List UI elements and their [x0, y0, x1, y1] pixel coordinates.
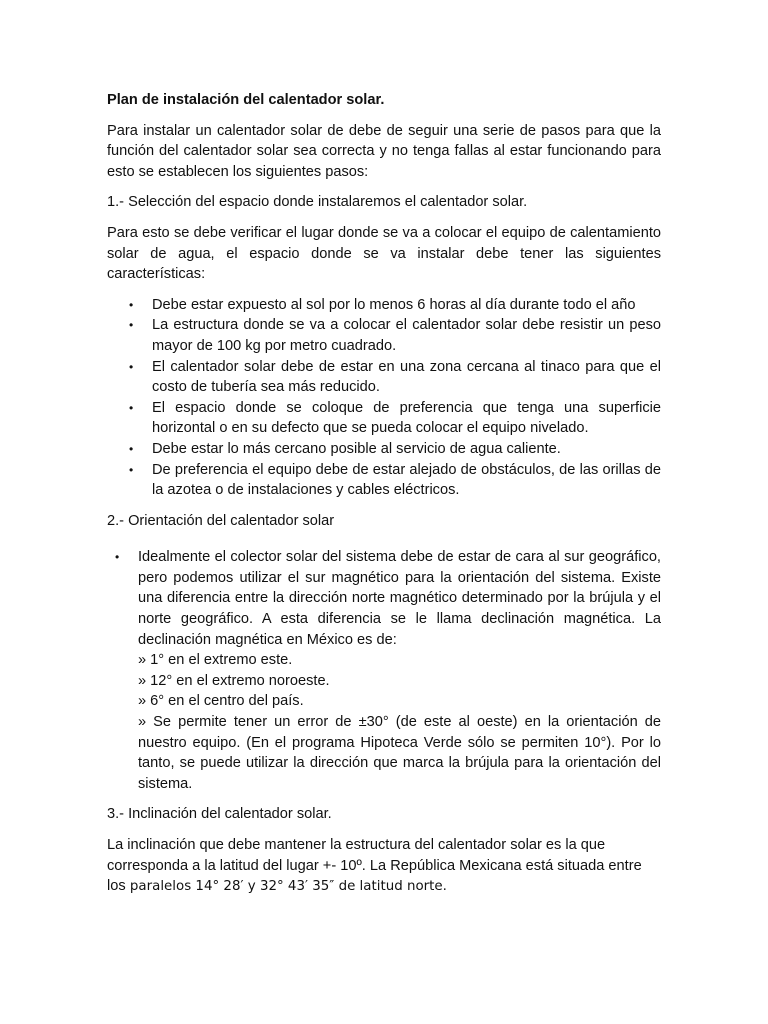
declination-northwest: » 12° en el extremo noroeste.: [138, 672, 330, 689]
latitude-text: paralelos 14° 28′ y 32° 43′ 35″ de latitud norte.: [125, 879, 447, 895]
list-item-text: El calentador solar debe de estar en una zona cercana al tinaco para que el costo de tubería sea más reducido.: [152, 358, 661, 396]
list-item: [107, 357, 661, 398]
list-item-text: Idealmente el colector solar del sistema debe de estar de cara al sur geográfico, pero podemos utilizar el sur magnético para la orientación del sistema. Existe una diferencia entre la dirección norte magnético determinado por la brújula y el norte geográfico. A esta diferencia se le llama declinación magnética. La declinación magnética en México es de:: [138, 549, 661, 648]
bullet-icon: •: [115, 550, 120, 565]
document-title: Plan de instalación del calentador solar.: [107, 92, 385, 108]
list-item-text: Debe estar expuesto al sol por lo menos 6 horas al día durante todo el año: [152, 296, 636, 313]
step3-text: La inclinación que debe mantener la estructura del calentador solar es la que corresponda a la latitud del lugar +- 10º. La República Mexicana está situada entre los: [107, 837, 642, 895]
orientation-tolerance: » Se permite tener un error de ±30° (de este al oeste) en la orientación de nuestro equipo. (En el programa Hipoteca Verde sólo se permiten 10°). Por lo tanto, se puede utilizar la dirección que marca la brújula para la orientación del sistema.: [138, 714, 661, 792]
step1-heading: 1.- Selección del espacio donde instalaremos el calentador solar.: [107, 194, 528, 211]
bullet-icon: •: [129, 462, 134, 477]
list-item: [107, 439, 661, 460]
declination-center: » 6° en el centro del país.: [138, 693, 304, 710]
bullet-icon: •: [129, 400, 134, 415]
step3-heading: 3.- Inclinación del calentador solar.: [107, 806, 332, 823]
step1-bullet-list: [107, 295, 661, 501]
step2-heading: 2.- Orientación del calentador solar: [107, 512, 335, 529]
document-page: [107, 90, 661, 908]
list-item: [107, 398, 661, 439]
list-item-text: De preferencia el equipo debe de estar alejado de obstáculos, de las orillas de la azotea o de instalaciones y cables eléctricos.: [152, 461, 661, 499]
bullet-icon: •: [129, 359, 134, 374]
list-item: [107, 295, 661, 316]
bullet-icon: •: [129, 318, 134, 333]
list-item: [107, 315, 661, 356]
list-item-text: El espacio donde se coloque de preferencia que tenga una superficie horizontal o en su defecto que se pueda colocar el equipo nivelado.: [152, 399, 661, 437]
list-item-text: Debe estar lo más cercano posible al servicio de agua caliente.: [152, 440, 561, 457]
step1-paragraph: Para esto se debe verificar el lugar donde se va a colocar el equipo de calentamiento solar de agua, el espacio donde se va instalar debe tener las siguientes características:: [107, 224, 661, 283]
intro-paragraph: Para instalar un calentador solar de debe de seguir una serie de pasos para que la función del calentador solar sea correcta y no tenga fallas al estar funcionando para esto se establecen los siguientes pasos:: [107, 122, 661, 180]
step3-paragraph: [107, 835, 661, 898]
list-item-text: La estructura donde se va a colocar el calentador solar debe resistir un peso mayor de 100 kg por metro cuadrado.: [152, 317, 661, 354]
list-item: [107, 460, 661, 501]
bullet-icon: •: [129, 297, 134, 312]
list-item: [107, 547, 661, 794]
bullet-icon: •: [129, 441, 134, 456]
declination-east: » 1° en el extremo este.: [138, 652, 293, 669]
step2-bullet-list: [107, 547, 661, 794]
